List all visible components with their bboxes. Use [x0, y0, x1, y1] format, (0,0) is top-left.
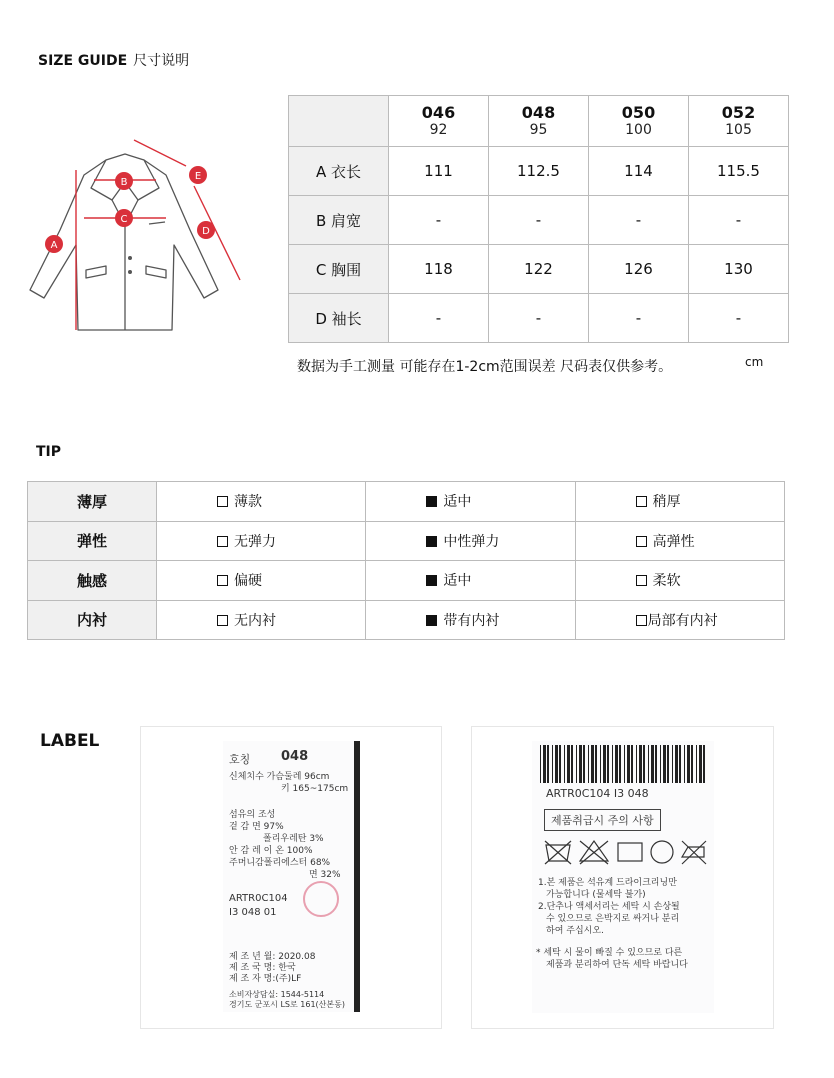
- label-text: 하여 주십시오.: [546, 926, 604, 936]
- table-cell: -: [689, 294, 789, 343]
- barcode-bar: [612, 745, 613, 783]
- table-row: [28, 600, 785, 640]
- checkbox-icon: [426, 536, 437, 547]
- barcode-bar: [667, 745, 669, 783]
- label-text: 호칭: [229, 753, 251, 766]
- barcode-bar: [567, 745, 570, 783]
- label-text: 수 있으므로 은박지로 싸거나 분리: [546, 914, 680, 924]
- barcode-bar: [571, 745, 573, 783]
- unit-label: cm: [745, 355, 764, 369]
- label-text: 2.단추나 액세서리는 세탁 시 손상될: [538, 902, 680, 912]
- table-row: [289, 147, 789, 196]
- barcode-bar: [648, 745, 649, 783]
- label-text: 경기도 군포시 LS로 161(산본동): [229, 1000, 345, 1009]
- tip-option-text: 中性弹力: [443, 533, 500, 550]
- label-text: 신체치수 가슴둘레 96cm: [229, 772, 330, 782]
- coat-diagram: [24, 130, 254, 350]
- size-guide-title: [38, 50, 189, 70]
- table-cell: -: [489, 294, 589, 343]
- barcode-bar: [703, 745, 705, 783]
- tip-title: TIP: [36, 444, 62, 460]
- label-text: 1.본 제품은 석유계 드라이크리닝만: [538, 878, 677, 888]
- barcode-bar: [547, 745, 549, 783]
- label-text: 겉 감 면 97%: [229, 822, 284, 832]
- tip-option: [366, 561, 575, 601]
- barcode-bar: [619, 745, 621, 783]
- table-cell: 130: [689, 245, 789, 294]
- label-text: I3 048 01: [229, 907, 277, 918]
- tip-label: 弹性: [28, 521, 157, 561]
- barcode-bar: [607, 745, 609, 783]
- tip-option: [366, 600, 575, 640]
- tip-option-text: 偏硬: [234, 573, 262, 590]
- tip-option-text: 高弹性: [652, 533, 695, 550]
- row-label: A 衣长: [289, 147, 389, 196]
- barcode-bar: [631, 745, 633, 783]
- checkbox-icon: [636, 575, 647, 586]
- size-col-3: [689, 96, 789, 147]
- barcode-bar: [588, 745, 589, 783]
- barcode-bar: [559, 745, 561, 783]
- table-row: [28, 521, 785, 561]
- table-cell: 111: [389, 147, 489, 196]
- barcode-bar: [595, 745, 597, 783]
- table-row: [28, 561, 785, 601]
- label-text: 폴리우레탄 3%: [263, 834, 324, 844]
- row-label: B 肩宽: [289, 196, 389, 245]
- barcode-bar: [564, 745, 565, 783]
- tip-label: 触感: [28, 561, 157, 601]
- label-text: 주머니감폴리에스터 68%: [229, 858, 331, 868]
- barcode-bar: [643, 745, 645, 783]
- checkbox-icon: [426, 575, 437, 586]
- tip-option-text: 适中: [443, 573, 472, 590]
- marker-b: B: [120, 177, 128, 188]
- barcode-bar: [636, 745, 637, 783]
- checkbox-icon: [636, 496, 647, 507]
- barcode-bar: [583, 745, 585, 783]
- marker-e: E: [194, 171, 202, 182]
- table-cell: 115.5: [689, 147, 789, 196]
- table-cell: -: [389, 294, 489, 343]
- barcode-bar: [555, 745, 558, 783]
- table-cell: -: [489, 196, 589, 245]
- tip-option-text: 局部有内衬: [647, 612, 718, 629]
- barcode-bar: [655, 745, 657, 783]
- barcode-bar: [603, 745, 606, 783]
- label-text: 섬유의 조성: [229, 810, 276, 820]
- tip-option-text: 薄款: [234, 494, 262, 511]
- tip-option: [157, 600, 366, 640]
- table-cell: -: [589, 294, 689, 343]
- size-chest: 100: [625, 122, 652, 138]
- barcode-bar: [684, 745, 685, 783]
- size-code: 046: [421, 103, 456, 122]
- tip-label: 薄厚: [28, 482, 157, 522]
- barcode-bar: [675, 745, 678, 783]
- table-row: [289, 196, 789, 245]
- label-text: 안 감 레 이 온 100%: [229, 846, 313, 856]
- label-text: 제 조 국 명: 한국: [229, 963, 296, 973]
- barcode-bar: [540, 745, 541, 783]
- barcode-bar: [615, 745, 618, 783]
- size-header-row: [289, 96, 789, 147]
- barcode-bar: [552, 745, 553, 783]
- size-chest: 95: [529, 122, 548, 138]
- marker-a: A: [50, 240, 58, 251]
- row-label: D 袖长: [289, 294, 389, 343]
- tip-option: [366, 482, 575, 522]
- size-guide-title-text: SIZE GUIDE: [38, 53, 128, 69]
- label-text: 키 165~175cm: [281, 784, 349, 794]
- tip-option-text: 柔软: [652, 573, 681, 590]
- size-chest: 92: [429, 122, 448, 138]
- barcode-bar: [699, 745, 702, 783]
- barcode-bar: [691, 745, 693, 783]
- tip-option: [575, 561, 784, 601]
- checkbox-icon: [217, 575, 228, 586]
- table-row: [289, 245, 789, 294]
- barcode-bar: [576, 745, 577, 783]
- label-text: 제품과 분리하여 단독 세탁 바랍니다: [546, 960, 688, 970]
- barcode-bar: [579, 745, 582, 783]
- label-text: 048: [281, 749, 309, 764]
- tip-option: [157, 561, 366, 601]
- label-code: ARTR0C104 I3 048: [546, 787, 649, 800]
- size-code: 048: [521, 103, 556, 122]
- label-text: 가능합니다 (물세탁 불가): [546, 890, 646, 900]
- barcode-bar: [663, 745, 666, 783]
- size-col-1: [489, 96, 589, 147]
- size-col-0: [389, 96, 489, 147]
- row-label: C 胸围: [289, 245, 389, 294]
- table-row: [289, 294, 789, 343]
- barcode-bar: [639, 745, 642, 783]
- size-code: 050: [621, 103, 656, 122]
- label-photo-right: [471, 726, 774, 1029]
- marker-c: C: [120, 214, 128, 225]
- tip-option-text: 无内衬: [234, 612, 276, 629]
- table-cell: 118: [389, 245, 489, 294]
- measurement-note: 数据为手工测量 可能存在1-2cm范围误差 尺码表仅供参考。: [297, 359, 673, 375]
- tip-option-text: 适中: [443, 494, 472, 511]
- table-cell: 112.5: [489, 147, 589, 196]
- barcode-bar: [624, 745, 625, 783]
- tip-option-text: 无弹力: [234, 533, 276, 550]
- size-code: 052: [721, 103, 756, 122]
- barcode-bar: [651, 745, 654, 783]
- checkbox-icon: [636, 536, 647, 547]
- table-cell: -: [389, 196, 489, 245]
- label-text: 제 조 년 월: 2020.08: [229, 952, 316, 962]
- tip-table: [27, 481, 785, 640]
- barcode-bar: [672, 745, 673, 783]
- label-title: LABEL: [40, 731, 100, 751]
- barcode-bar: [696, 745, 697, 783]
- label-text: ARTR0C104: [229, 893, 288, 904]
- table-cell: -: [589, 196, 689, 245]
- checkbox-icon: [636, 615, 647, 626]
- tip-option: [157, 482, 366, 522]
- label-text: 소비자상담실: 1544-5114: [229, 990, 325, 999]
- tip-option-text: 稍厚: [652, 494, 681, 511]
- care-title: 제품취급시 주의 사항: [544, 809, 661, 831]
- care-symbols-icon: [542, 837, 708, 867]
- stamp-icon: [303, 881, 339, 917]
- checkbox-icon: [217, 536, 228, 547]
- table-cell: -: [689, 196, 789, 245]
- table-cell: 114: [589, 147, 689, 196]
- marker-d: D: [202, 226, 210, 237]
- checkbox-icon: [426, 615, 437, 626]
- tip-option: [366, 521, 575, 561]
- barcode-bar: [591, 745, 594, 783]
- barcode-bar: [679, 745, 681, 783]
- care-label-right: [532, 741, 714, 1013]
- size-table-corner: [289, 96, 389, 147]
- table-cell: 126: [589, 245, 689, 294]
- table-cell: 122: [489, 245, 589, 294]
- tip-option: [575, 600, 784, 640]
- barcode-bar: [600, 745, 601, 783]
- barcode-bar: [687, 745, 690, 783]
- tip-label: 内衬: [28, 600, 157, 640]
- label-text: 면 32%: [309, 870, 341, 880]
- barcode-bar: [627, 745, 630, 783]
- label-photo-left: [140, 726, 442, 1029]
- size-col-2: [589, 96, 689, 147]
- barcode-bar: [660, 745, 661, 783]
- checkbox-icon: [426, 496, 437, 507]
- checkbox-icon: [217, 615, 228, 626]
- tip-option: [575, 482, 784, 522]
- tip-option: [575, 521, 784, 561]
- tip-option-text: 带有内衬: [443, 612, 500, 629]
- barcode-bar: [543, 745, 546, 783]
- care-label-left: [223, 741, 360, 1012]
- tip-option: [157, 521, 366, 561]
- size-table: [288, 95, 789, 343]
- size-guide-subtitle: 尺寸说明: [133, 53, 190, 69]
- size-chest: 105: [725, 122, 752, 138]
- table-row: [28, 482, 785, 522]
- label-text: 제 조 자 명:(주)LF: [229, 974, 302, 984]
- barcode-icon: [540, 745, 706, 783]
- checkbox-icon: [217, 496, 228, 507]
- label-text: * 세탁 시 물이 빠질 수 있으므로 다른: [536, 948, 683, 958]
